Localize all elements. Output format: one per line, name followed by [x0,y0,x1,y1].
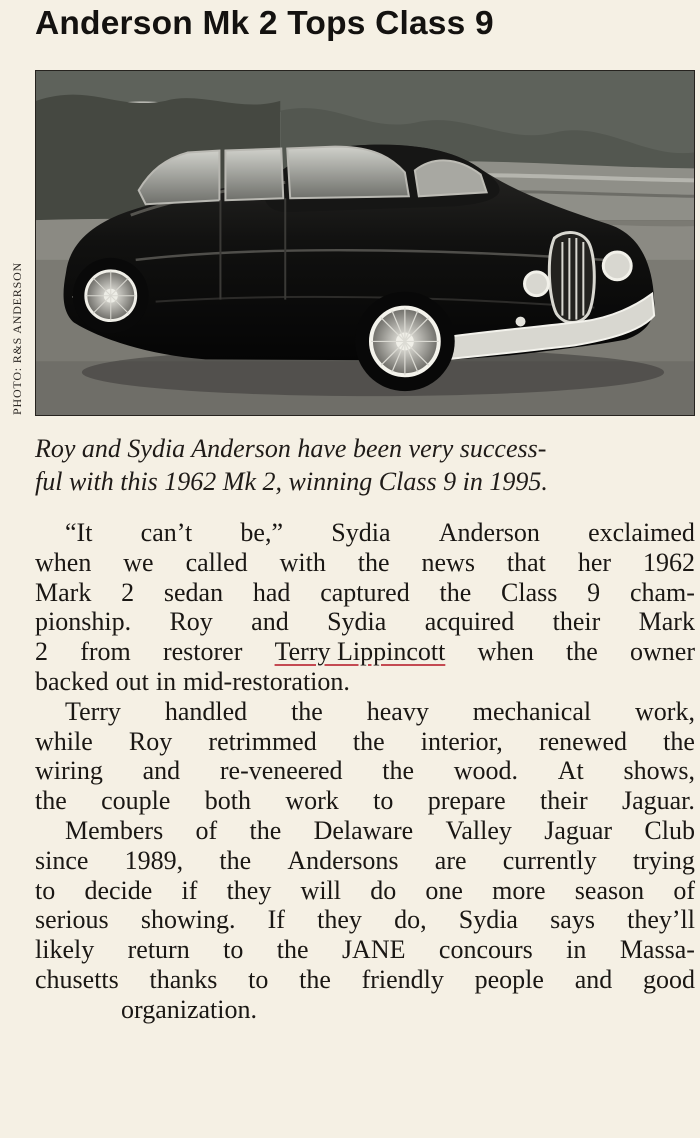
word: currently [502,845,597,875]
word: serious [35,905,109,935]
word: the [291,696,323,726]
word: owner [630,637,695,667]
word: the [219,845,252,875]
word: out [115,666,149,696]
word: showing. [140,905,236,935]
word: people [474,964,544,994]
word: the [663,726,695,756]
photo-caption [35,432,695,498]
underlined-name: Terry Lippincott [274,637,446,667]
word: to [35,875,56,905]
body-line [35,607,695,637]
word: Terry [65,696,121,726]
word: renewed [538,726,628,756]
body-line [35,995,695,1025]
caption-line: ful with this 1962 Mk 2, winning Class 9 in 1995. [35,467,548,496]
body-line [35,786,695,816]
word: handled [164,696,248,726]
word: wiring [35,756,103,786]
word: that [506,547,546,577]
body-line [35,727,695,757]
word: return [127,935,190,965]
word: backed [35,666,109,696]
word: of [195,815,218,845]
word: Club [644,815,695,845]
word: concours [438,935,533,965]
word: Members [65,815,164,845]
word: news [421,547,475,577]
word: Anderson [438,518,540,547]
word: in [566,935,587,965]
word: good [642,964,695,994]
word: cham- [629,577,695,607]
word: both [204,786,251,816]
word: thanks [149,964,218,994]
word: had [252,577,291,607]
word: captured [320,577,410,607]
word: organization. [121,994,257,1024]
word: Andersons [287,845,399,875]
word: prepare [427,786,506,816]
word: the [249,815,282,845]
word: be,” [240,518,284,547]
word: interior, [420,726,503,756]
word: when [35,547,92,577]
word: to [248,964,269,994]
word: Mark [35,577,92,607]
word: Valley [445,815,512,845]
word: Class [501,577,558,607]
word: 2 [121,577,135,607]
word: the [439,577,472,607]
word: are [434,845,467,875]
word: to [373,786,394,816]
word: the [276,935,309,965]
car-photo [35,70,695,416]
word: the [357,547,390,577]
word: to [223,935,244,965]
word: Sydia [327,607,387,637]
jaguar-mk2-photo-illustration [36,71,694,415]
word: their [539,786,588,816]
word: mechanical [472,696,592,726]
body-line [35,876,695,906]
word: If [267,905,285,935]
word: Mark [638,607,695,637]
word: 9 [587,577,601,607]
word: with [279,547,326,577]
word: 1989, [124,845,184,875]
word: trying [632,845,695,875]
word: when [477,637,534,667]
word: Roy [128,726,173,756]
word: acquired [424,607,515,637]
word: Roy [169,607,213,637]
word: the [566,637,598,667]
word: the [352,726,385,756]
word: couple [101,786,171,816]
article-body [35,518,695,1025]
body-line [35,846,695,876]
word: chusetts [35,964,119,994]
word: do [370,875,397,905]
word: will [300,875,341,905]
word: work [285,786,339,816]
word: they [317,905,362,935]
word: the [299,964,331,994]
body-line [35,697,695,727]
word: retrimmed [208,726,317,756]
word: re-veneered [219,756,343,786]
body-line [35,667,695,697]
caption-line: Roy and Sydia Anderson have been very success- [35,434,547,463]
article-headline: Anderson Mk 2 Tops Class 9 [35,5,494,42]
word: decide [84,875,153,905]
body-line [35,756,695,786]
body-line [35,905,695,935]
word: 1962 [643,547,695,577]
word: more [492,875,546,905]
word: if [181,875,198,905]
word: Sydia [458,905,518,935]
word: since [35,845,89,875]
body-line [35,518,695,548]
body-line [35,578,695,608]
word: we [123,547,154,577]
word: pionship. [35,607,132,637]
word: do, [394,905,427,935]
word: they’ll [627,905,695,935]
photo-credit: PHOTO: R&S ANDERSON [10,261,24,415]
word: one [425,875,463,905]
word: JANE [341,935,406,965]
word: can’t [140,518,193,547]
body-line [35,816,695,846]
body-line [35,637,695,667]
word: while [35,726,93,756]
word: and [251,607,289,637]
word: 2 [35,637,48,667]
word: sedan [163,577,224,607]
word: wood. [453,756,519,786]
word: the [35,786,67,816]
word: the [382,756,415,786]
word: Sydia [331,518,391,547]
word: work, [635,696,695,726]
word: her [577,547,612,577]
word: they [226,875,272,905]
body-line [35,548,695,578]
word: and [142,756,181,786]
word: likely [35,935,95,965]
word: Jaguar. [621,786,695,816]
word: their [552,607,601,637]
word: season [574,875,645,905]
word: “It [65,518,93,547]
word: Delaware [313,815,414,845]
word: At [557,756,584,786]
word: exclaimed [588,518,695,547]
word: Jaguar [544,815,613,845]
word: says [550,905,595,935]
word: from [80,637,131,667]
word: in [155,666,177,696]
word: restorer [162,637,243,667]
word: of [673,875,695,905]
word: called [185,547,248,577]
word: heavy [366,696,429,726]
word: shows, [623,756,695,786]
word: friendly [361,964,444,994]
word: Massa- [619,935,695,965]
word: and [574,964,613,994]
body-line [35,965,695,995]
word: mid-restoration. [183,666,350,696]
body-line [35,935,695,965]
